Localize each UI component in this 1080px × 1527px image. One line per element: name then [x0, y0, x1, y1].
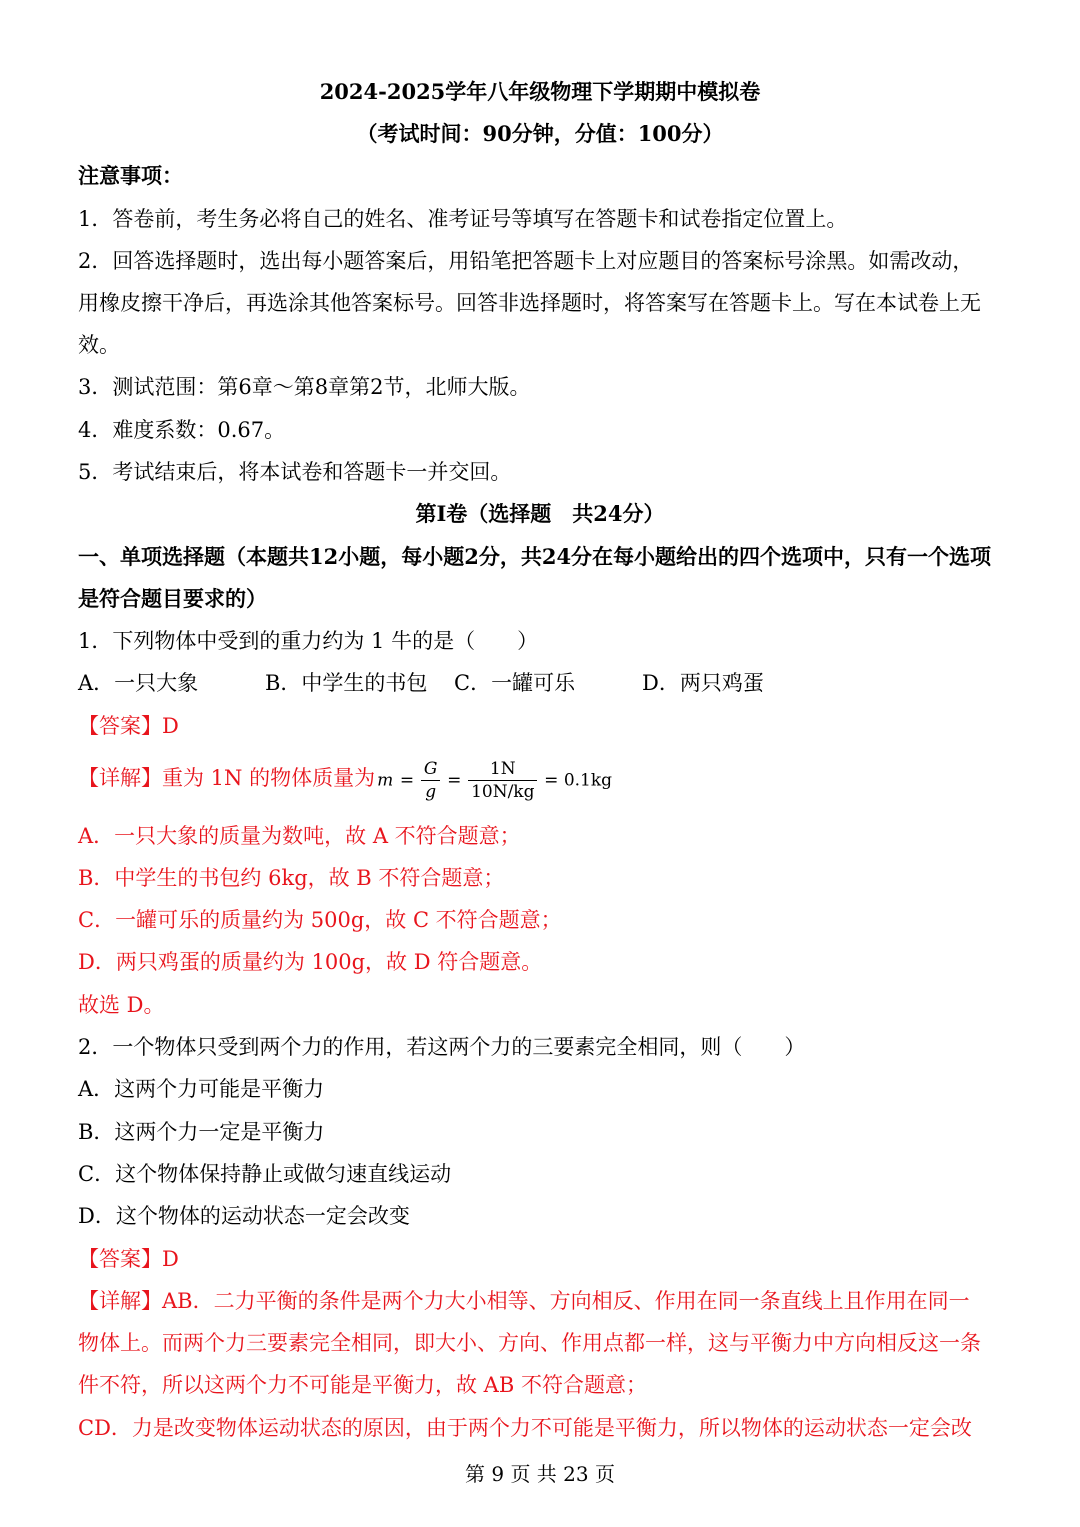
question-2-detail-line: 件不符，所以这两个力不可能是平衡力，故 AB 不符合题意； [78, 1373, 647, 1397]
question-2-option-c: C．这个物体保持静止或做匀速直线运动 [78, 1162, 452, 1186]
question-1-option-d: D．两只鸡蛋 [642, 671, 764, 695]
formula-m: m [377, 770, 394, 791]
explanation-line: C．一罐可乐的质量约为 500g，故 C 不符合题意； [78, 908, 562, 932]
section-title: 第Ⅰ卷（选择题 共24分） [415, 501, 665, 526]
explanation-line: B．中学生的书包约 6kg，故 B 不符合题意； [78, 866, 505, 890]
question-1-detail [78, 752, 612, 804]
explanation-line: 故选 D。 [78, 993, 165, 1017]
fraction-numerator: 1N [489, 758, 516, 779]
notes-heading: 注意事项： [78, 163, 183, 188]
formula-eq: = [447, 770, 462, 791]
note-line: 4．难度系数：0.67。 [78, 418, 286, 442]
note-line: 2．回答选择题时，选出每小题答案后，用铅笔把答题卡上对应题目的答案标号涂黑。如需改动， [78, 249, 974, 273]
question-2-detail-line: 物体上。而两个力三要素完全相同，即大小、方向、作用点都一样，这与平衡力中方向相反这一条 [78, 1331, 981, 1355]
question-2-answer: 【答案】D [78, 1247, 179, 1271]
note-line: 1．答卷前，考生务必将自己的姓名、准考证号等填写在答题卡和试卷指定位置上。 [78, 207, 848, 231]
detail-prefix: 【详解】重为 1N 的物体质量为 [78, 766, 376, 790]
part-heading-line-2: 是符合题目要求的） [78, 586, 267, 611]
explanation-line: A．一只大象的质量为数吨，故 A 不符合题意； [78, 824, 521, 848]
question-2-option-a: A．这两个力可能是平衡力 [78, 1077, 325, 1101]
note-line: 5．考试结束后，将本试卷和答题卡一并交回。 [78, 460, 512, 484]
question-2-detail-line: 【详解】AB．二力平衡的条件是两个力大小相等、方向相反、作用在同一条直线上且作用在同一 [78, 1289, 970, 1313]
question-1-option-b: B．中学生的书包 [265, 671, 428, 695]
formula-result: = 0.1kg [544, 770, 613, 791]
question-1-option-c: C．一罐可乐 [454, 671, 576, 695]
exam-title: 2024-2025学年八年级物理下学期期中模拟卷 [319, 79, 761, 104]
question-1-answer: 【答案】D [78, 714, 179, 738]
exam-subtitle: （考试时间：90分钟，分值：100分） [356, 121, 724, 146]
explanation-line: D．两只鸡蛋的质量约为 100g，故 D 符合题意。 [78, 950, 543, 974]
part-heading-line-1: 一、单项选择题（本题共12小题，每小题2分，共24分在每小题给出的四个选项中，只有一个选项 [78, 544, 992, 569]
fraction-1n-over-10nkg [468, 758, 537, 803]
question-1-stem: 1．下列物体中受到的重力约为 1 牛的是（ ） [78, 629, 539, 653]
note-line: 3．测试范围：第6章～第8章第2节，北师大版。 [78, 375, 531, 399]
fraction-g-over-g [421, 758, 441, 803]
question-1-option-a: A．一只大象 [78, 671, 199, 695]
note-line: 用橡皮擦干净后，再选涂其他答案标号。回答非选择题时，将答案写在答题卡上。写在本试卷上无 [78, 291, 981, 315]
note-line: 效。 [78, 333, 120, 357]
fraction-denominator: g [421, 780, 441, 803]
formula-eq: = [399, 770, 415, 791]
page-number: 第 9 页 共 23 页 [465, 1462, 615, 1486]
fraction-denominator: 10N/kg [468, 780, 537, 803]
question-2-stem: 2．一个物体只受到两个力的作用，若这两个力的三要素完全相同，则（ ） [78, 1035, 806, 1059]
mass-formula [377, 753, 612, 807]
question-2-detail-line: CD．力是改变物体运动状态的原因，由于两个力不可能是平衡力，所以物体的运动状态一定会改 [78, 1416, 972, 1440]
question-2-option-d: D．这个物体的运动状态一定会改变 [78, 1204, 410, 1228]
fraction-numerator: G [423, 758, 438, 779]
question-2-option-b: B．这两个力一定是平衡力 [78, 1120, 325, 1144]
